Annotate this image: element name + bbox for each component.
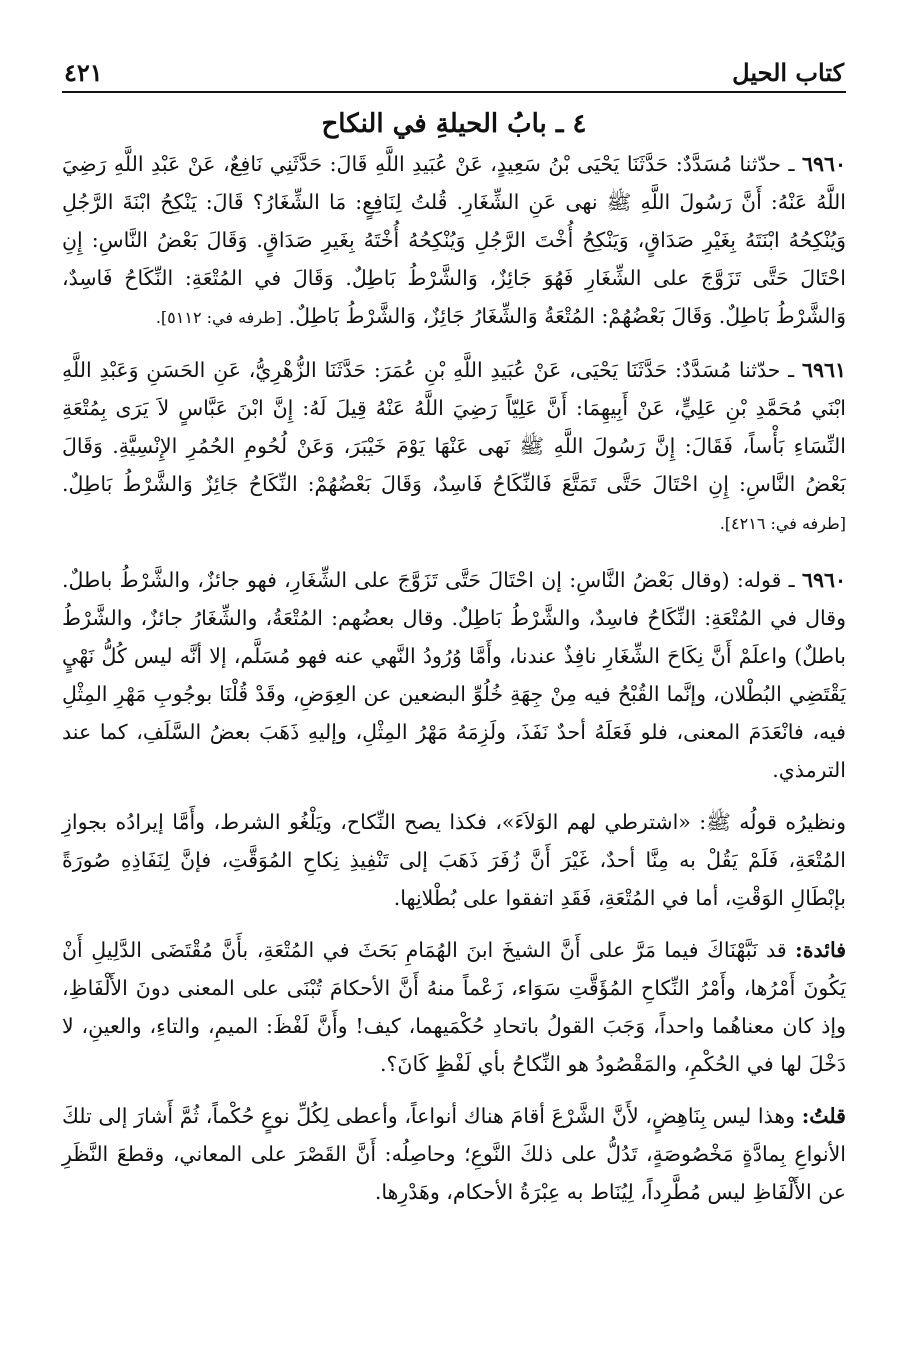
hadith-number: ٦٩٦١ [801, 358, 846, 382]
commentary-6960 [62, 561, 846, 789]
commentary-faida [62, 931, 846, 1083]
commentary-text: قد نَبَّهْنَاكَ فيما مَرَّ على أَنَّ الشيخَ ابنَ الهُمَامِ بَحَثَ في المُتْعَةِ، بأَنَّ مُقْتَضَى الدَّلِيلِ أَنْ يَكُونَ أَمْرُها، وأَمْرُ النِّكاحِ المُؤَقَّتِ سَوَاء، زَعْماً منهُ أَنَّ الأحكامَ تُبْنَى على المعنى دونَ الأَلْفَاظِ، وإذ كان معناهُما واحداً، وَجَبَ القولُ باتحادِ حُكْمَيهما، كيف! وأَنَّ لَفْظَ: الميمِ، والتاءِ، والعينِ، لا دَخْلَ لها في الحُكْمِ، والمَقْصُودُ هو النِّكاحُ بأي لَفْظٍ كَانَ؟. [62, 938, 846, 1076]
book-title: كتاب الحيل [732, 58, 844, 87]
commentary-number: ٦٩٦٠ [801, 568, 846, 592]
hadith-crossref: [طرفه في: ٤٢١٦]. [719, 514, 846, 533]
running-header [62, 58, 846, 93]
hadith-number: ٦٩٦٠ [801, 152, 846, 176]
faida-label: فائدة: [795, 938, 846, 962]
commentary-text: ـ قوله: (وقال بَعْضُ النَّاسِ: إن احْتَالَ حَتَّى تَزَوَّجَ على الشِّغَارِ، فهو جائزٌ، والشَّرْطُ باطلٌ. وقال في المُتْعَةِ: النِّكَاحُ فاسِدٌ، والشَّرْطُ بَاطِلٌ. وقال بعضُهم: المُتْعَةُ، والشِّغَارُ جائزٌ، والشَّرْطُ باطلٌ) واعلَمْ أَنَّ نِكَاحَ الشِّغَارِ نافِذٌ عندنا، وأَمَّا وُرُودُ النَّهي عنه فهو مُسَلَّم، إلا أنَّه ليس كُلُّ نَهْيٍ يَقْتَضِي البُطْلان، وإنَّما القُبْحُ فيه مِنْ جِهَةِ خُلُوِّ البضعين عن العِوَضِ، وقَدْ قُلْنَا بوجُوبِ مَهْرِ المِثْلِ فيه، فانْعَدَمَ المعنى، فلو فَعَلَهُ أحدٌ نَفَذَ، ولَزِمَهُ مَهْرُ المِثْلِ، وإليهِ ذَهَبَ بعضُ السَّلَفِ، كما عند الترمذي. [62, 568, 846, 782]
commentary-text: ونظيرُه قولُه ﷺ: «اشترطي لهم الوَلاَءَ»، فكذا يصح النِّكاح، ويَلْغُو الشرط، وأَمَّا إيرادُه بجوازِ المُتْعَةِ، فَلَمْ يَقُلْ به مِنَّا أحدٌ، غَيْرَ أَنَّ زُفَرَ ذَهَبَ إلى تَنْفِيذِ نِكاحِ المُوَقَّتِ، فإنَّ لِنَفَاذِهِ صُورَةً بإبْطَالِ الوَقْتِ، أما في المُتْعَةِ، فَقَدِ اتفقوا على بُطْلانِها. [62, 810, 846, 910]
hadith-crossref: [طرفه في: ٥١١٢]. [155, 308, 283, 327]
qultu-label: قلتُ: [801, 1104, 846, 1128]
hadith-text: ـ حدّثنا مُسَدَّدٌ: حَدَّثَنَا يَحْيَى بْنُ سَعِيدٍ، عَنْ عُبَيدِ اللَّهِ قَالَ: حَدَّثَنِي نَافِعٌ، عَنْ عَبْدِ اللَّهِ رَضِيَ اللَّهُ عَنْهُ: أَنَّ رَسُولَ اللَّهِ ﷺ نهى عَنِ الشِّغَارِ. قُلتُ لِنَافِعٍ: مَا الشِّغَارُ؟ قَالَ: يَنْكِحُ ابْنَةَ الرَّجُلِ وَيُنْكِحُهُ ابْنَتَهُ بِغَيْرِ صَدَاقٍ، وَيَنْكِحُ أُخْتَ الرَّجُلِ وَيُنْكِحُهُ أُخْتَهُ بِغَيرِ صَدَاقٍ. وَقَالَ بَعْضُ النَّاسِ: إِنِ احْتَالَ حَتَّى تَزَوَّجَ على الشِّغَارِ فَهُوَ جَائِزٌ، وَالشَّرْطُ بَاطِلٌ. وَقَالَ في المُتْعَةِ: النِّكَاحُ فَاسِدٌ، وَالشَّرْطُ بَاطِلٌ. وَقَالَ بَعْضُهُمْ: المُتْعَةُ وَالشِّغَارُ جَائِزٌ، وَالشَّرْطُ بَاطِلٌ. [62, 152, 846, 328]
hadith-6960 [62, 145, 846, 337]
commentary-paragraph [62, 803, 846, 917]
commentary-qultu [62, 1097, 846, 1211]
hadith-6961 [62, 351, 846, 543]
hadith-text: ـ حدّثنا مُسَدَّدٌ: حَدَّثَنَا يَحْيَى، عَنْ عُبَيدِ اللَّهِ بْنِ عُمَرَ: حَدَّثَنَا الزُّهْرِيُّ، عَنِ الحَسَنِ وَعَبْدِ اللَّهِ ابْنَي مُحَمَّدِ بْنِ عَلِيٍّ، عَنْ أَبِيهِمَا: أَنَّ عَلِيّاً رَضِيَ اللَّهُ عَنْهُ قِيلَ لَهُ: إِنَّ ابْنَ عَبَّاسٍ لاَ يَرَى بِمُتْعَةِ النِّسَاءِ بَأْساً، فَقَالَ: إِنَّ رَسُولَ اللَّهِ ﷺ نَهى عَنْهَا يَوْمَ خَيْبَرَ، وَعَنْ لُحُومِ الحُمُرِ الإِنْسِيَّةِ. وَقَالَ بَعْضُ النَّاسِ: إِنِ احْتَالَ حَتَّى تَمَتَّعَ فَالنِّكَاحُ فَاسِدٌ، وَقَالَ بَعْضُهُمْ: النِّكَاحُ جَائِزٌ وَالشَّرْطُ بَاطِلٌ. [62, 358, 846, 496]
commentary-text: وهذا ليس بِنَاهِضٍ، لأَنَّ الشَّرْعَ أقامَ هناك أنواعاً، وأعطى لِكُلِّ نوعٍ حُكْماً، ثُمَّ أَشارَ إلى تلكَ الأنواعِ بِمادَّةٍ مَخْصُوصَةٍ، تَدُلُّ على ذلكَ النَّوعِ؛ وحاصِلُه: أَنَّ القَصْرَ على المعاني، وقطعَ النَّظَرِ عن الأَلْفَاظِ ليس مُطَّرِداً، لِيُنَاط به عِبْرَةُ الأحكام، وهَدْرِها. [62, 1104, 846, 1204]
page-number: ٤٢١ [64, 58, 103, 87]
chapter-title: ٤ ـ بابُ الحيلةِ في النكاح [321, 109, 587, 139]
